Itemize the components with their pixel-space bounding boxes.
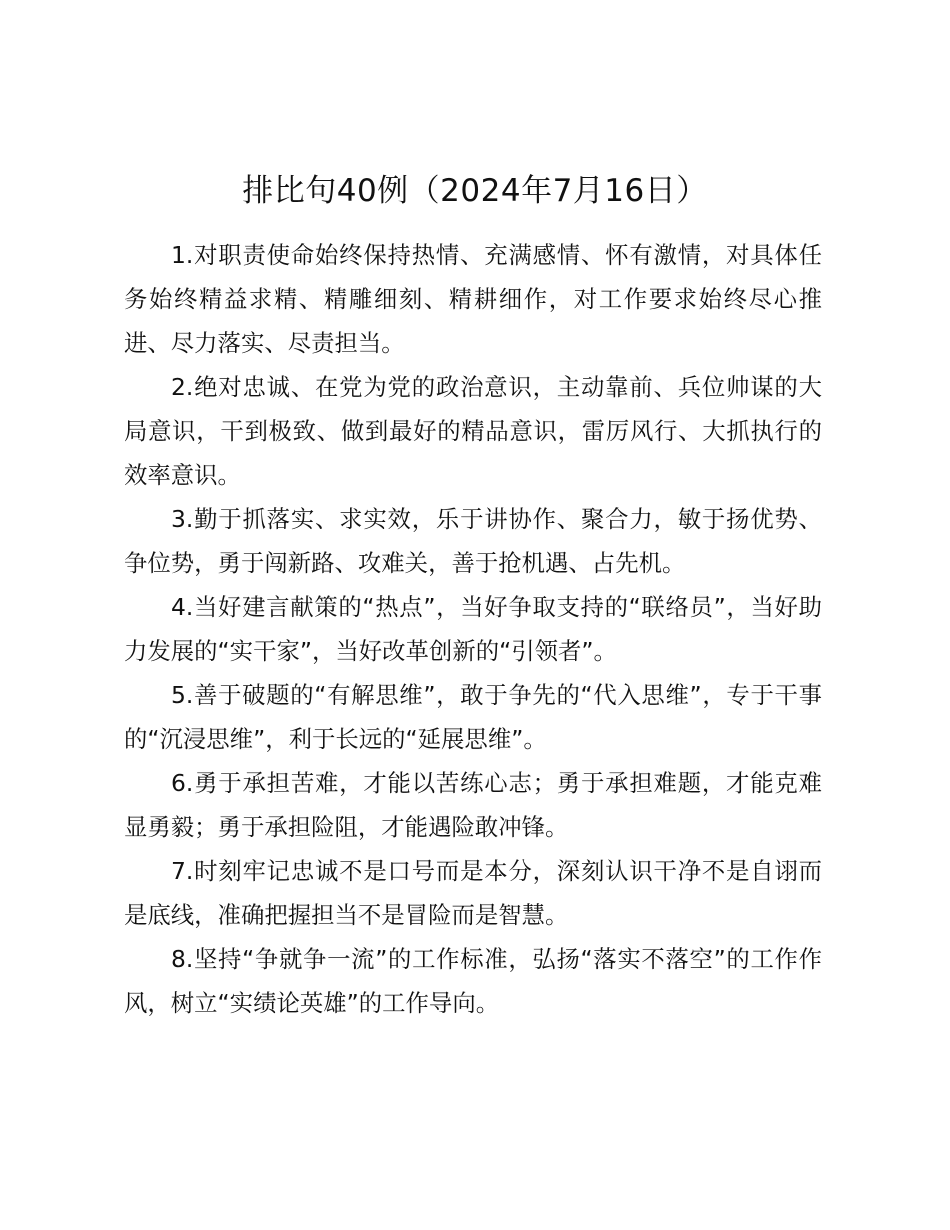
paragraph-6: 6.勇于承担苦难，才能以苦练心志；勇于承担难题，才能克难显勇毅；勇于承担险阻，才能遇险敢冲锋。 xyxy=(124,769,822,841)
paragraph-2: 2.绝对忠诚、在党为党的政治意识，主动靠前、兵位帅谋的大局意识，干到极致、做到最好的精品意识，雷厉风行、大抓执行的效率意识。 xyxy=(124,373,822,489)
paragraph-8: 8.坚持“争就争一流”的工作标准，弘扬“落实不落空”的工作作风，树立“实绩论英雄”的工作导向。 xyxy=(124,945,822,1017)
document-body xyxy=(124,233,822,1025)
document-title: 排比句40例（2024年7月16日） xyxy=(242,173,708,209)
paragraph-1: 1.对职责使命始终保持热情、充满感情、怀有激情，对具体任务始终精益求精、精雕细刻、精耕细作，对工作要求始终尽心推进、尽力落实、尽责担当。 xyxy=(124,241,822,357)
paragraph-5: 5.善于破题的“有解思维”，敢于争先的“代入思维”，专于干事的“沉浸思维”，利于长远的“延展思维”。 xyxy=(124,681,822,753)
paragraph-3: 3.勤于抓落实、求实效，乐于讲协作、聚合力，敏于扬优势、争位势，勇于闯新路、攻难关，善于抢机遇、占先机。 xyxy=(124,505,822,577)
paragraph-4: 4.当好建言献策的“热点”，当好争取支持的“联络员”，当好助力发展的“实干家”，当好改革创新的“引领者”。 xyxy=(124,593,822,665)
paragraph-7: 7.时刻牢记忠诚不是口号而是本分，深刻认识干净不是自诩而是底线，准确把握担当不是冒险而是智慧。 xyxy=(124,857,822,929)
